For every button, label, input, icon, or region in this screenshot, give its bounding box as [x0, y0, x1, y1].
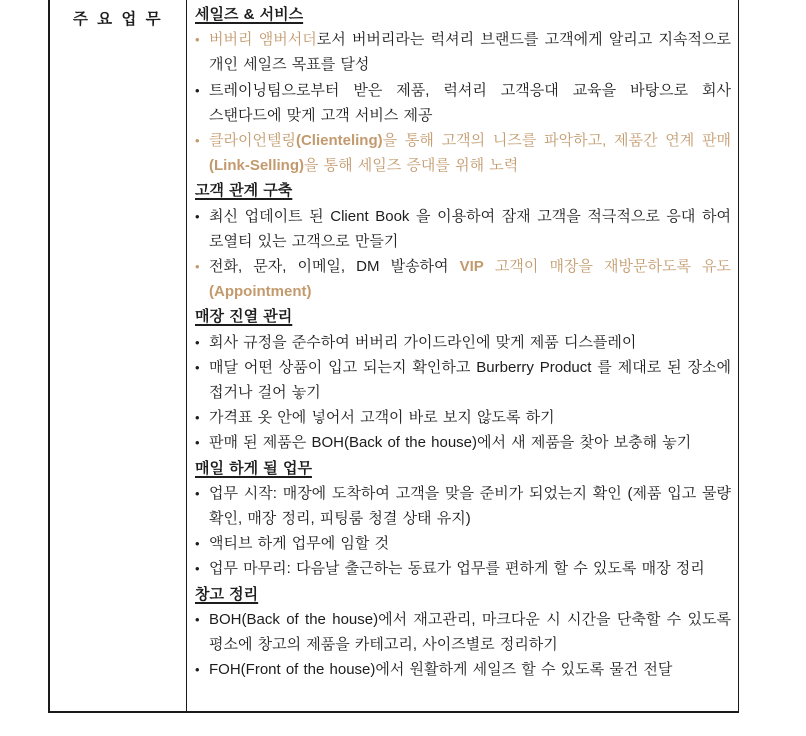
text-segment: 매달 어떤 상품이 입고 되는지 확인하고 Burberry Product 를 제대로 된 장소에 접거나 걸어 놓기: [209, 358, 731, 402]
text-segment: 로서 버버리라는 럭셔리 브랜드를 고객에게 알리고 지속적으로 개인 세일즈 목표를 달성: [209, 31, 731, 74]
bullet-item: [195, 657, 731, 682]
bullet-item: [195, 531, 731, 556]
duties-content-cell: [187, 0, 738, 711]
bullet-icon: •: [195, 82, 200, 98]
text-segment: 버버리 앰버서더: [209, 31, 317, 49]
header-label: 주 요 업 무: [72, 11, 164, 28]
bullet-item: [195, 204, 731, 254]
text-segment: 트레이닝팀으로부터 받은 제품, 럭셔리 고객응대 교육을 바탕으로 회사 스탠다드에 맞게 고객 서비스 제공: [209, 81, 731, 124]
bullet-icon: •: [195, 485, 200, 501]
section-title: 창고 정리: [195, 585, 259, 603]
bullet-item: [195, 556, 731, 581]
text-segment: 최신 업데이트 된 Client Book 을 이용하여 잠재 고객을 적극적으로 응대 하여 로열티 있는 고객으로 만들기: [209, 207, 731, 250]
text-segment: 가격표 옷 안에 넣어서 고객이 바로 보지 않도록 하기: [209, 409, 555, 427]
text-segment: 액티브 하게 업무에 임할 것: [209, 535, 390, 553]
text-segment: 업무 마무리: 다음날 출근하는 동료가 업무를 편하게 할 수 있도록 매장 정리: [209, 560, 705, 578]
bullet-item: [195, 78, 731, 128]
bullet-item: [195, 27, 731, 77]
bullet-item: [195, 330, 731, 355]
bullet-item: [195, 405, 731, 430]
text-segment: 을 통해 고객의 니즈를 파악하고, 제품간 연계 판매: [382, 132, 731, 150]
text-segment: 고객이 매장을 재방문하도록 유도: [483, 258, 731, 276]
text-segment: (Clienteling): [295, 132, 383, 150]
text-segment: 클라이언텔링: [209, 132, 296, 150]
section-title: 매장 진열 관리: [195, 308, 293, 326]
text-segment: 을 통해 세일즈 증대를 위해 노력: [304, 157, 519, 175]
text-segment: 전화, 문자, 이메일, DM 발송하여: [209, 258, 460, 276]
bullet-icon: •: [195, 32, 200, 48]
text-segment: 업무 시작: 매장에 도착하여 고객을 맞을 준비가 되었는지 확인 (제품 입고 물량 확인, 매장 정리, 피팅룸 청결 상태 유지): [209, 484, 731, 528]
text-segment: 회사 규정을 준수하여 버버리 가이드라인에 맞게 제품 디스플레이: [209, 333, 637, 351]
bullet-icon: •: [195, 561, 200, 577]
bullet-item: [195, 430, 731, 455]
section-title: 세일즈 & 서비스: [195, 6, 304, 23]
bullet-item: [195, 481, 731, 531]
text-segment: BOH(Back of the house)에서 재고관리, 마크다운 시 시간을 단축할 수 있도록 평소에 창고의 제품을 카테고리, 사이즈별로 정리하기: [209, 610, 731, 654]
bullet-item: [195, 254, 731, 304]
bullet-icon: •: [195, 359, 200, 375]
bullet-icon: •: [195, 611, 200, 627]
text-segment: (Appointment): [209, 283, 312, 301]
text-segment: VIP: [459, 258, 484, 276]
bullet-item: [195, 607, 731, 657]
text-segment: 판매 된 제품은 BOH(Back of the house)에서 새 제품을 찾아 보충해 놓기: [209, 434, 692, 452]
bullet-icon: •: [195, 410, 200, 426]
text-segment: FOH(Front of the house)에서 원활하게 세일즈 할 수 있도록 물건 전달: [209, 661, 673, 679]
table-header-cell: [50, 0, 187, 711]
bullet-icon: •: [195, 435, 200, 451]
bullet-item: [195, 128, 731, 178]
section-title: 고객 관계 구축: [195, 182, 293, 200]
duties-table: [48, 0, 739, 713]
bullet-icon: •: [195, 662, 200, 678]
text-segment: (Link-Selling): [209, 157, 304, 175]
bullet-item: [195, 355, 731, 405]
bullet-icon: •: [195, 334, 200, 350]
section-title: 매일 하게 될 업무: [195, 459, 312, 477]
bullet-icon: •: [195, 536, 200, 552]
bullet-icon: •: [195, 259, 200, 275]
bullet-icon: •: [195, 133, 200, 149]
bullet-icon: •: [195, 208, 200, 224]
